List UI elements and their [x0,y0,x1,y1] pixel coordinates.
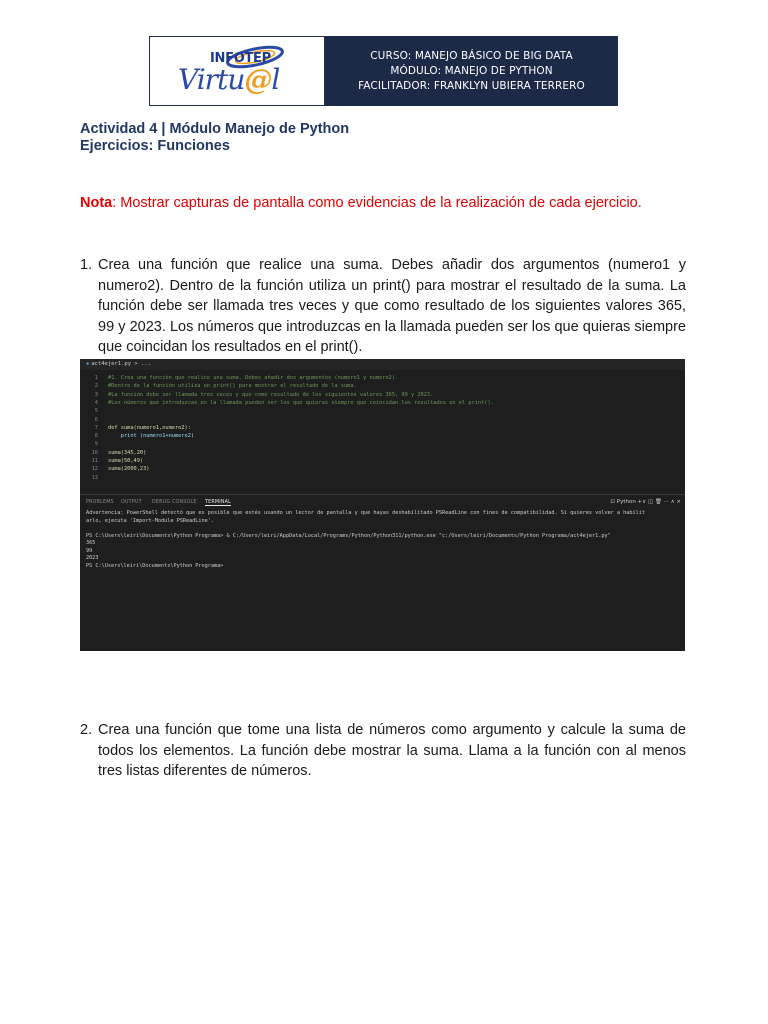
exercise-text: Crea una función que tome una lista de números como argumento y calcule la suma de todos los elementos. La función debe mostrar la suma. Llama a la función con al menos tres listas diferentes de números. [98,722,686,779]
panel-tabs [80,498,685,508]
code-text: #La función debe ser llamada tres veces y que como resultado de los siguientes valores 365, 99 y 2023. [108,391,434,398]
line-number: 12 [91,466,98,473]
code-text: suma(345,20) [108,449,147,456]
line-number: 13 [91,474,98,481]
infotep-virtual-logo [150,37,326,105]
panel-divider [80,494,685,495]
line-number: 4 [94,399,98,406]
exercise-number: 1. [80,257,93,273]
note-label: Nota [80,195,113,211]
editor-breadcrumb: ◆ act4ejer1.py > ... [80,359,685,370]
code-text: #1. Crea una función que realice una suma. Debes añadir dos argumentos (numero1 y numero2). [108,375,399,381]
logo-virtual-text: Virtu@l [178,63,280,96]
code-editor [80,370,685,495]
line-number: 3 [94,391,98,398]
note-body: : Mostrar capturas de pantalla como evidencias de la realización de cada ejercicio. [112,195,642,211]
facilitator-name: FACILITADOR: FRANKLYN UBIERA TERRERO [358,79,585,92]
terminal-line: PS C:\Users\leiri\Documents\Python Programa> & C:/Users/leiri/AppData/Local/Programs/Python/Python311/python.exe "c:/Users/leiri/Documents/Python Programa/act4ejer1.py" [86,532,611,539]
line-number: 2 [94,383,98,390]
course-name: CURSO: MANEJO BÁSICO DE BIG DATA [370,49,573,62]
line-number: 1 [94,375,98,381]
code-text: #Dentro de la función utiliza un print() para mostrar el resultado de la suma. [108,383,357,390]
code-text: def suma(numero1,numero2): [108,424,191,431]
line-number: 8 [94,433,98,440]
exercise-number: 2. [80,722,93,738]
activity-title: Actividad 4 | Módulo Manejo de Python [80,121,350,137]
exercise-1 [80,255,686,358]
terminal-line: PS C:\Users\leiri\Documents\Python Programa> [86,562,224,569]
line-number: 7 [94,424,98,431]
code-text: suma(2000,23) [108,466,150,473]
module-name: MÓDULO: MANEJO DE PYTHON [390,64,553,77]
tab-terminal[interactable]: TERMINAL [205,500,231,505]
course-info [326,37,617,105]
tab-output[interactable]: OUTPUT [121,500,142,505]
tab-debug-console[interactable]: DEBUG CONSOLE [152,500,197,505]
line-number: 11 [91,458,98,464]
python-file-icon: ◆ [86,361,90,367]
tab-problems[interactable]: PROBLEMS [86,500,114,505]
exercises-subtitle: Ejercicios: Funciones [80,138,230,154]
exercise-2 [80,720,686,782]
line-number: 6 [94,416,98,423]
exercise-text: Crea una función que realice una suma. Debes añadir dos argumentos (numero1 y numero2). Dentro de la función utiliza un print() para mostrar el resultado de la suma. La función debe ser llamada tres veces y que como resultado de los siguientes valores 365, 99 y 2023. Los números que introduzcas en la llamada pueden ser los que quieras siempre que coincidan los resultados en el print(). [98,257,686,355]
code-text: suma(50,49) [108,458,144,464]
terminal-line: 2023 [86,555,99,561]
terminal-output[interactable] [86,510,682,570]
code-screenshot [80,359,685,651]
code-text: print (numero1+numero2) [108,433,195,440]
header-banner [149,36,618,106]
line-number: 5 [94,408,98,415]
terminal-line: 365 [86,540,96,546]
terminal-line [86,525,682,533]
panel-toolbar-icons[interactable]: ⊡ Python +∨ ◫ 🗑 ··· ∧ × [610,499,681,505]
code-text: #Los números que introduzcas en la llamada pueden ser los que quieras siempre que coincidan los resultados en el print(). [108,399,494,406]
terminal-line: 99 [86,547,93,554]
line-number: 9 [94,441,98,448]
terminal-line: arlo, ejecuta 'Import-Module PSReadLine'. [86,517,215,524]
terminal-line: Advertencia: PowerShell detectó que es posible que estés usando un lector de pantalla y que hayas deshabilitado PSReadLine con fines de compatibilidad. Si quieres volver a habilit [86,510,646,516]
logo-infotep-text: INFOTEP [210,51,271,66]
note-text [80,195,642,211]
line-number: 10 [91,449,98,456]
